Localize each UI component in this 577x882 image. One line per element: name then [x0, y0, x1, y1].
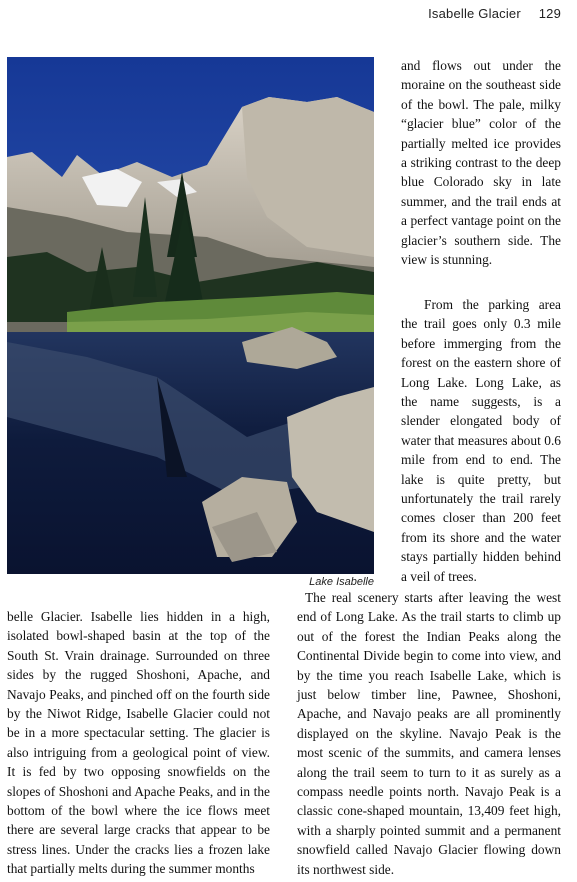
left-column-paragraph: belle Glacier. Isabelle lies hidden in a high, isolated bowl-shaped basin at the top of the South St. Vrain drainage. Surrounded on three sides by the rugged Shoshoni, Apache, and Navajo Peaks, and pinched off on the fourth side by the Niwot Ridge, Isabelle Glacier could not be in a more spectacular setting. The glacier is also intriguing from a geological point of view. It is fed by two opposing snowfields on the slopes of Shoshoni and Apache Peaks, and in the bottom of the bowl where the ice flows meet there are several large cracks that appear to be stress lines. Under the cracks lies a frozen lake that partially melts during the summer months: [7, 609, 270, 877]
bottom-right-paragraph: The real scenery starts after leaving the west end of Long Lake. As the trail starts to climb up out of the forest the Indian Peaks along the Continental Divide begin to come into view, and by the time you reach Isabelle Lake, which is just below timber line, Pawnee, Shoshoni, Apache, and Navajo peaks are all prominently displayed on the skyline. Navajo Peak is the most scenic of the summits, and camera lenses along the trail seem to turn to it as surely as a compass needle points north. Navajo Peak is a classic cone-shaped mountain, 13,409 feet high, with a sharply pointed summit and a permanent snowfield called Navajo Glacier flowing down its northwest side.: [297, 590, 561, 877]
lake-photo: [7, 57, 374, 574]
right-column-paragraph-2: From the parking area the trail goes only 0.3 mile before immerging from the forest on the eastern shore of Long Lake. Long Lake, as the name suggests, is a slender elongated body of water that measures about 0.6 mile from end to end. The lake is quite pretty, but unfortunately the trail rarely comes closer than 200 feet from its shore and the water stays partially hidden behind a veil of trees.: [401, 297, 561, 584]
running-header: [0, 6, 561, 21]
running-title: Isabelle Glacier: [428, 6, 521, 21]
page-number: 129: [538, 6, 561, 21]
lake-photo-illustration: [7, 57, 374, 574]
photo-caption: Lake Isabelle: [309, 576, 374, 588]
right-column-paragraph-1: and flows out under the moraine on the southeast side of the bowl. The pale, milky “glacier blue” color of the partially melted ice provides a striking contrast to the deep blue Colorado sky in late summer, and the trail ends at a perfect vantage point on the glacier’s southern side. The view is stunning.: [401, 58, 561, 268]
